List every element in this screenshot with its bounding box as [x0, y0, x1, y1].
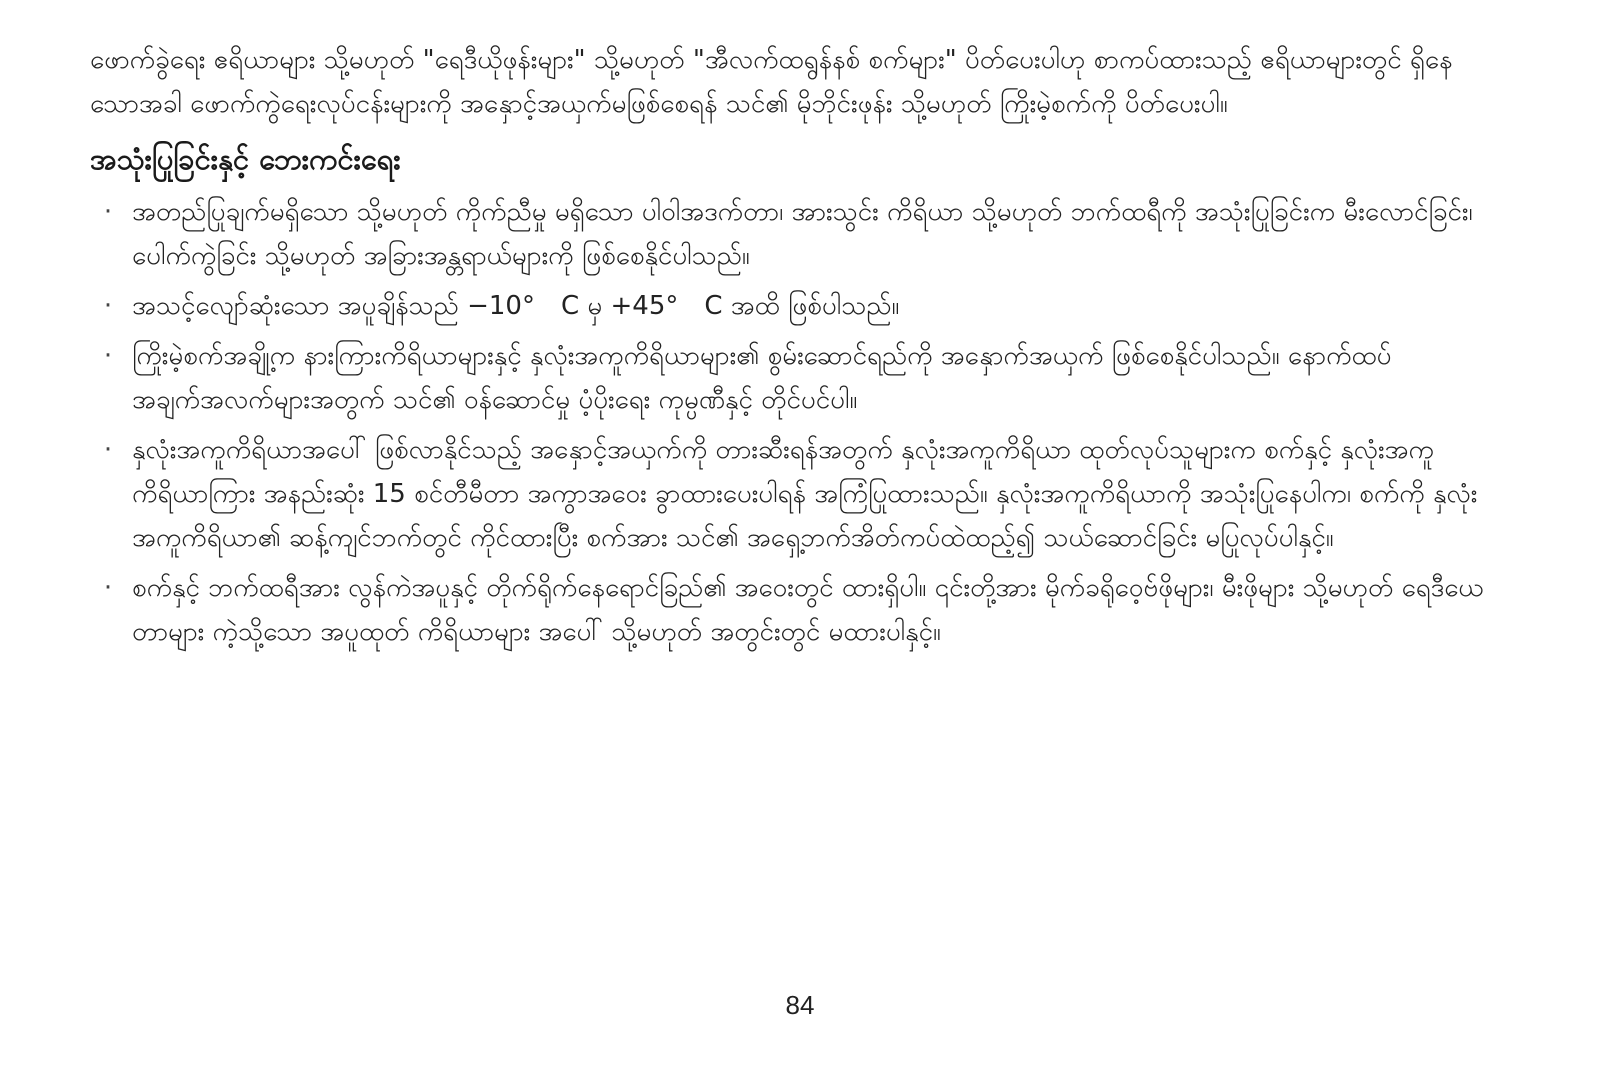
list-item-text: နှလုံးအကူကိရိယာအပေါ် ဖြစ်လာနိုင်သည့် အနှောင့်အယှက်ကို တားဆီးရန်အတွက် နှလုံးအကူကိရိယာ ထုတ်လုပ်သူများက စက်နှင့် နှလုံးအကူကိရိယာကြား အနည်းဆုံး 15 စင်တီမီတာ အကွာအဝေး ခွာထားပေးပါရန် အကြံပြုထားသည်။ နှလုံးအကူကိရိယာကို အသုံးပြုနေပါက၊ စက်ကို နှလုံးအကူကိရိယာ၏ ဆန့်ကျင်ဘက်တွင် ကိုင်ထားပြီး စက်အား သင်၏ အရှေ့ဘက်အိတ်ကပ်ထဲထည့်၍ သယ်ဆောင်ခြင်း မပြုလုပ်ပါနှင့်။ [132, 435, 1478, 553]
intro-paragraph: ဖောက်ခွဲရေး ဧရိယာများ သို့မဟုတ် "ရေဒီယိုဖုန်းများ" သို့မဟုတ် "အီလက်ထရွန်နစ် စက်များ" ပိတ်ပေးပါဟု စာကပ်ထားသည့် ဧရိယာများတွင် ရှိနေသောအခါ ဖောက်ကွဲရေးလုပ်ငန်းများကို အနှောင့်အယှက်မဖြစ်စေရန် သင်၏ မိုဘိုင်းဖုန်း သို့မဟုတ် ကြိုးမဲ့စက်ကို ပိတ်ပေးပါ။ [90, 45, 1453, 119]
list-item [90, 190, 1510, 278]
list-item-text: ကြိုးမဲ့စက်အချို့က နားကြားကိရိယာများနှင့် နှလုံးအကူကိရိယာများ၏ စွမ်းဆောင်ရည်ကို အနှောက်အယှက် ဖြစ်စေနိုင်ပါသည်။ နောက်ထပ် အချက်အလက်များအတွက် သင်၏ ဝန်ဆောင်မှု ပံ့ပိုးရေး ကုမ္ပဏီနှင့် တိုင်ပင်ပါ။ [132, 341, 1392, 415]
bullet-icon: · [103, 573, 113, 603]
safety-bullet-list [90, 190, 1510, 654]
list-item [90, 284, 1510, 328]
list-item-text: စက်နှင့် ဘက်ထရီအား လွန်ကဲအပူနှင့် တိုက်ရိုက်နေရောင်ခြည်၏ အဝေးတွင် ထားရှိပါ။ ၎င်းတို့အား မိုက်ခရိုဝေ့ဗ်ဖိုများ၊ မီးဖိုများ သို့မဟုတ် ရေဒီယေတာများ ကဲ့သို့သော အပူထုတ် ကိရိယာများ အပေါ် သို့မဟုတ် အတွင်းတွင် မထားပါနှင့်။ [132, 573, 1484, 647]
list-item [90, 334, 1510, 422]
page-number: 84 [785, 990, 815, 1020]
bullet-icon: · [103, 435, 113, 465]
bullet-icon: · [103, 341, 113, 371]
section-heading: အသုံးပြုခြင်းနှင့် ဘေးကင်းရေး [90, 142, 401, 176]
list-item [90, 428, 1510, 560]
bullet-icon: · [103, 197, 113, 227]
document-page [90, 38, 1510, 660]
list-item-text: အတည်ပြုချက်မရှိသော သို့မဟုတ် ကိုက်ညီမှု မရှိသော ပါဝါအဒက်တာ၊ အားသွင်း ကိရိယာ သို့မဟုတ် ဘက်ထရီကို အသုံးပြုခြင်းက မီးလောင်ခြင်း၊ ပေါက်ကွဲခြင်း သို့မဟုတ် အခြားအန္တရာယ်များကို ဖြစ်စေနိုင်ပါသည်။ [132, 197, 1473, 271]
bullet-icon: · [103, 291, 113, 321]
list-item-text: အသင့်လျော်ဆုံးသော အပူချိန်သည် −10° C မှ +45° C အထိ ဖြစ်ပါသည်။ [132, 291, 900, 321]
list-item [90, 566, 1510, 654]
